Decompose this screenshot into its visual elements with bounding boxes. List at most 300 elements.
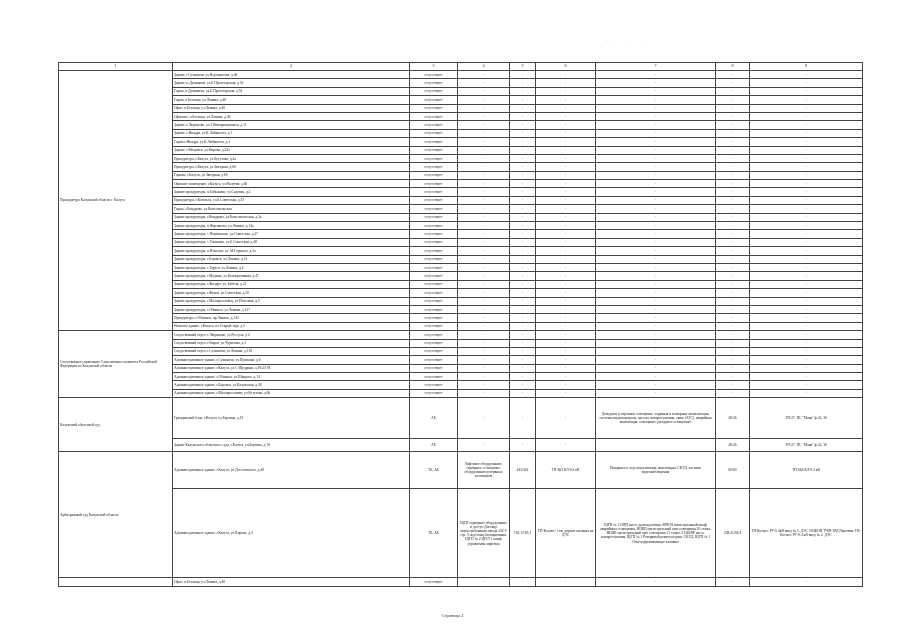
- value-cell: [596, 439, 716, 452]
- value-cell: -: [596, 339, 716, 347]
- table-row: [59, 452, 863, 489]
- value-cell: -: [536, 146, 596, 154]
- value-cell: -: [458, 389, 510, 397]
- value-cell: отсутствует: [410, 289, 458, 297]
- value-cell: -: [596, 305, 716, 313]
- value-cell: -: [596, 87, 716, 95]
- value-cell: -: [536, 112, 596, 120]
- value-cell: -: [536, 171, 596, 179]
- object-cell: Гаражи, г.Калуга, ул.Звездная, д.6б: [173, 171, 410, 179]
- value-cell: -: [750, 255, 863, 263]
- value-cell: -: [510, 112, 536, 120]
- value-cell: -: [536, 297, 596, 305]
- value-cell: -: [716, 188, 750, 196]
- value-cell: -: [596, 255, 716, 263]
- value-cell: -: [750, 280, 863, 288]
- value-cell: -: [458, 280, 510, 288]
- value-cell: -: [750, 163, 863, 171]
- table-row: [59, 389, 863, 397]
- value-cell: -: [596, 96, 716, 104]
- value-cell: -: [536, 104, 596, 112]
- table-row: [59, 331, 863, 339]
- object-cell: Здание прокуратуры, г.Обнинск, ул.Ленина, д.127: [173, 305, 410, 313]
- value-cell: -: [510, 578, 536, 586]
- value-cell: отсутствует: [410, 121, 458, 129]
- value-cell: отсутствует: [410, 339, 458, 347]
- value-cell: -: [458, 398, 510, 439]
- value-cell: отсутствует: [410, 230, 458, 238]
- value-cell: Дежурное и охранное освещение, охранная и пожарная сигнализация, системы видеоконтроля, насосы пожаротушения, связь (АТС), аварийная вентиляция, освещение (дежурное освещение): [596, 398, 716, 439]
- value-cell: отсутствует: [410, 389, 458, 397]
- value-cell: -: [536, 339, 596, 347]
- value-cell: отсутствует: [410, 205, 458, 213]
- value-cell: -: [510, 196, 536, 204]
- scan-dots: . . . .: [600, 44, 651, 49]
- value-cell: -: [716, 297, 750, 305]
- header-cell-4: 4: [458, 63, 510, 71]
- value-cell: ТП-27, ПС "Мана" ф.22, 36: [750, 439, 863, 452]
- value-cell: -: [596, 331, 716, 339]
- table-row: [59, 104, 863, 112]
- value-cell: -: [716, 247, 750, 255]
- value-cell: -: [716, 79, 750, 87]
- power-supply-table: [58, 62, 863, 587]
- value-cell: -: [536, 196, 596, 204]
- value-cell: отсутствует: [410, 247, 458, 255]
- object-cell: Административное здание, г.Калуга, ул.Кирова, д.4: [173, 489, 410, 578]
- value-cell: -: [536, 398, 596, 439]
- table-row: [59, 314, 863, 322]
- value-cell: -: [596, 280, 716, 288]
- value-cell: 60/60: [716, 452, 750, 489]
- value-cell: -: [596, 129, 716, 137]
- object-cell: Здание прокуратуры, п.Износки, ул. М.Горького, д.5а: [173, 247, 410, 255]
- value-cell: отсутствует: [410, 112, 458, 120]
- value-cell: -: [510, 71, 536, 79]
- value-cell: -: [536, 247, 596, 255]
- value-cell: -: [750, 196, 863, 204]
- object-cell: Административное здание, г.Боровск, ул.Калужская, д.49: [173, 381, 410, 389]
- object-cell: Здание прокуратуры, г.Боровск, ул.Ленина, д.13: [173, 255, 410, 263]
- value-cell: ТБ, АБ: [410, 452, 458, 489]
- value-cell: отсутствует: [410, 154, 458, 162]
- value-cell: -: [716, 171, 750, 179]
- value-cell: отсутствует: [410, 188, 458, 196]
- value-cell: -: [458, 104, 510, 112]
- value-cell: ТП-27, ПС "Мана" ф.22, 36: [750, 398, 863, 439]
- value-cell: ТП-Космос РУ-0,4кВ ввод № 1, ДЭС СЩКОН ТЧ09-1РД Перечень ТП-Космос РУ-0,4 кВ ввод № 2, ДЭС: [750, 489, 863, 578]
- value-cell: -: [750, 205, 863, 213]
- header-cell-9: 9: [750, 63, 863, 71]
- object-cell: Административное здание, г.Обнинск, ул.Шацкого, д.14: [173, 373, 410, 381]
- value-cell: -: [536, 213, 596, 221]
- value-cell: ТБ, АБ: [410, 489, 458, 578]
- table-row: [59, 196, 863, 204]
- value-cell: -: [596, 297, 716, 305]
- value-cell: -: [458, 180, 510, 188]
- table-row: [59, 222, 863, 230]
- value-cell: -: [536, 373, 596, 381]
- value-cell: -: [596, 347, 716, 355]
- value-cell: -: [536, 129, 596, 137]
- value-cell: -: [750, 247, 863, 255]
- value-cell: -: [458, 138, 510, 146]
- value-cell: -: [716, 96, 750, 104]
- value-cell: -: [510, 297, 536, 305]
- value-cell: -: [510, 87, 536, 95]
- value-cell: ЩГП серверное оборудование и доступ Договор невостребования завода 242-5 стр. 3 подстанц.блокирования, ЩГП № 2 ЩУЛ 1 шкаф управления лифтами: [458, 489, 510, 578]
- value-cell: -: [510, 188, 536, 196]
- value-cell: -: [596, 121, 716, 129]
- table-row: [59, 230, 863, 238]
- object-cell: Здание, г.Жиздра, ул.К.Либкнехта, д.1: [173, 129, 410, 137]
- value-cell: -: [750, 305, 863, 313]
- value-cell: -: [596, 112, 716, 120]
- table-row: [59, 87, 863, 95]
- value-cell: -: [536, 222, 596, 230]
- value-cell: -: [536, 79, 596, 87]
- value-cell: -: [750, 79, 863, 87]
- value-cell: -: [458, 381, 510, 389]
- value-cell: -: [458, 213, 510, 221]
- value-cell: -: [458, 373, 510, 381]
- object-cell: Административное здание, г.Калуга, ул.С-Щедрина, д.39/2/193: [173, 364, 410, 372]
- header-cell-1: 1: [59, 63, 173, 71]
- value-cell: -: [596, 381, 716, 389]
- value-cell: -: [596, 163, 716, 171]
- value-cell: -: [510, 305, 536, 313]
- value-cell: ТП-663 КЛ-0,4 кВ: [536, 452, 596, 489]
- value-cell: 40/26: [716, 439, 750, 452]
- value-cell: -: [458, 163, 510, 171]
- object-cell: Гараж г.Жиздра, ул.К.Либкнехта, д.1: [173, 138, 410, 146]
- table-row: [59, 255, 863, 263]
- value-cell: -: [596, 154, 716, 162]
- value-cell: отсутствует: [410, 347, 458, 355]
- value-cell: -: [536, 381, 596, 389]
- object-cell: Административное здание, г.Калуга, ул.Достоевского, д.48: [173, 452, 410, 489]
- object-cell: Здание прокуратуры, г.Кондрово, ул.Комсомольская, д.2а: [173, 213, 410, 221]
- value-cell: -: [596, 272, 716, 280]
- header-row: [59, 63, 863, 71]
- table-row: [59, 205, 863, 213]
- value-cell: -: [536, 263, 596, 271]
- value-cell: -: [510, 272, 536, 280]
- value-cell: -: [458, 578, 510, 586]
- value-cell: -: [716, 180, 750, 188]
- value-cell: -: [716, 263, 750, 271]
- value-cell: -: [458, 96, 510, 104]
- table-row: [59, 489, 863, 578]
- value-cell: -: [510, 364, 536, 372]
- value-cell: -: [458, 230, 510, 238]
- value-cell: -: [536, 578, 596, 586]
- table-row: [59, 356, 863, 364]
- value-cell: отсутствует: [410, 163, 458, 171]
- value-cell: отсутствует: [410, 578, 458, 586]
- object-cell: Гараж, п.Бетлица, ул.Ленина, д.40: [173, 96, 410, 104]
- value-cell: -: [716, 347, 750, 355]
- header-cell-5: 5: [510, 63, 536, 71]
- value-cell: отсутствует: [410, 71, 458, 79]
- value-cell: -: [510, 289, 536, 297]
- value-cell: -: [750, 347, 863, 355]
- value-cell: -: [750, 230, 863, 238]
- value-cell: -: [458, 339, 510, 347]
- object-cell: Офисное помещение, г.Калуга, ул.Рылеева, д.60: [173, 180, 410, 188]
- value-cell: -: [716, 289, 750, 297]
- header-cell-7: 7: [596, 63, 716, 71]
- value-cell: -: [536, 121, 596, 129]
- table-row: [59, 188, 863, 196]
- value-cell: -: [536, 305, 596, 313]
- value-cell: АБ: [410, 398, 458, 439]
- value-cell: -: [510, 230, 536, 238]
- value-cell: отсутствует: [410, 238, 458, 246]
- table-row: [59, 297, 863, 305]
- value-cell: -: [458, 356, 510, 364]
- value-cell: отсутствует: [410, 213, 458, 221]
- value-cell: -: [750, 146, 863, 154]
- value-cell: -: [458, 188, 510, 196]
- value-cell: -: [458, 322, 510, 330]
- header-cell-6: 6: [536, 63, 596, 71]
- table-row: [59, 238, 863, 246]
- value-cell: -: [458, 196, 510, 204]
- value-cell: -: [750, 339, 863, 347]
- value-cell: -: [750, 222, 863, 230]
- value-cell: -: [750, 297, 863, 305]
- object-cell: Прокуратура, г.Козельск, ул.Б.Советская, д.53: [173, 196, 410, 204]
- value-cell: 238,4/238,4: [716, 489, 750, 578]
- table-row: [59, 263, 863, 271]
- value-cell: -: [750, 289, 863, 297]
- value-cell: -: [458, 314, 510, 322]
- value-cell: отсутствует: [410, 138, 458, 146]
- value-cell: -: [750, 373, 863, 381]
- value-cell: -: [596, 578, 716, 586]
- object-cell: Здание прокуратуры, с.Перемышль, ул.Советская, д.27: [173, 230, 410, 238]
- value-cell: -: [750, 364, 863, 372]
- value-cell: АБ: [410, 439, 458, 452]
- value-cell: -: [536, 87, 596, 95]
- value-cell: -: [716, 389, 750, 397]
- value-cell: -: [510, 222, 536, 230]
- object-cell: Гражданский блок, г.Калуга, ул.Берзина, д.19: [173, 398, 410, 439]
- value-cell: -: [510, 96, 536, 104]
- value-cell: -: [596, 213, 716, 221]
- table-row: [59, 163, 863, 171]
- organization-cell: Прокуратура Калужской области г. Калуга: [59, 71, 173, 331]
- value-cell: -: [458, 297, 510, 305]
- object-cell: Здание прокуратуры, г.Жиздра, ул. Бебеля, д.22: [173, 280, 410, 288]
- value-cell: отсутствует: [410, 297, 458, 305]
- table-row: [59, 347, 863, 355]
- value-cell: -: [596, 263, 716, 271]
- table-row: [59, 171, 863, 179]
- value-cell: -: [510, 121, 536, 129]
- table-row: [59, 439, 863, 452]
- value-cell: -: [596, 322, 716, 330]
- object-cell: Прокуратура, г.Калуга, ул.Кутузова, д.2а: [173, 154, 410, 162]
- value-cell: -: [536, 255, 596, 263]
- value-cell: -: [596, 247, 716, 255]
- value-cell: отсутствует: [410, 272, 458, 280]
- object-cell: Административное здание, г.Сухиничи, ул.Пушкина, д.6: [173, 356, 410, 364]
- value-cell: -: [716, 146, 750, 154]
- value-cell: -: [458, 129, 510, 137]
- table-row: [59, 79, 863, 87]
- value-cell: -: [458, 171, 510, 179]
- value-cell: -: [510, 154, 536, 162]
- value-cell: -: [510, 213, 536, 221]
- value-cell: -: [716, 339, 750, 347]
- table-row: [59, 180, 863, 188]
- value-cell: -: [458, 439, 510, 452]
- value-cell: -: [716, 222, 750, 230]
- value-cell: -: [716, 71, 750, 79]
- value-cell: -: [510, 238, 536, 246]
- object-cell: Прокуратура, г.Калуга, ул.Звездная, д.6б: [173, 163, 410, 171]
- value-cell: -: [536, 280, 596, 288]
- value-cell: -: [536, 439, 596, 452]
- value-cell: -: [716, 578, 750, 586]
- value-cell: отсутствует: [410, 146, 458, 154]
- value-cell: -: [596, 104, 716, 112]
- value-cell: отсутствует: [410, 129, 458, 137]
- value-cell: -: [716, 381, 750, 389]
- value-cell: -: [510, 280, 536, 288]
- value-cell: -: [458, 272, 510, 280]
- value-cell: -: [458, 146, 510, 154]
- value-cell: -: [750, 263, 863, 271]
- object-cell: Здание прокуратуры, г.Жуков, ул.Советская, д.20: [173, 289, 410, 297]
- value-cell: -: [510, 104, 536, 112]
- value-cell: -: [716, 255, 750, 263]
- value-cell: -: [716, 280, 750, 288]
- value-cell: -: [510, 381, 536, 389]
- table-row: [59, 71, 863, 79]
- value-cell: отсутствует: [410, 314, 458, 322]
- object-cell: Здание, г.Сухиничи, ул.Ворошилова, д.46: [173, 71, 410, 79]
- value-cell: -: [458, 121, 510, 129]
- header-cell-3: 3: [410, 63, 458, 71]
- object-cell: Следственный отдел, г.Сухиничи, ул.Ленина, д.118: [173, 347, 410, 355]
- value-cell: -: [716, 163, 750, 171]
- value-cell: -: [716, 314, 750, 322]
- value-cell: -: [458, 238, 510, 246]
- value-cell: -: [458, 263, 510, 271]
- organization-cell: [59, 578, 173, 586]
- table-row: [59, 373, 863, 381]
- table-row: [59, 146, 863, 154]
- table-row: [59, 112, 863, 120]
- value-cell: -: [716, 230, 750, 238]
- value-cell: -: [750, 121, 863, 129]
- value-cell: -: [596, 314, 716, 322]
- table-row: [59, 138, 863, 146]
- value-cell: 442/442: [510, 452, 536, 489]
- value-cell: -: [716, 356, 750, 364]
- organization-cell: Следственное управление Следственного комитета Российской Федерации по Калужской области: [59, 331, 173, 398]
- object-cell: Гараж, п.Думиничи, ул.Б.Пролетарская, д.52: [173, 87, 410, 95]
- value-cell: -: [750, 322, 863, 330]
- value-cell: -: [596, 171, 716, 179]
- header-cell-2: 2: [173, 63, 410, 71]
- value-cell: -: [458, 154, 510, 162]
- value-cell: -: [458, 79, 510, 87]
- value-cell: -: [750, 112, 863, 120]
- value-cell: -: [458, 222, 510, 230]
- value-cell: -: [536, 364, 596, 372]
- value-cell: -: [596, 364, 716, 372]
- table-row: [59, 247, 863, 255]
- table-row: [59, 578, 863, 586]
- value-cell: -: [750, 272, 863, 280]
- value-cell: отсутствует: [410, 104, 458, 112]
- value-cell: -: [510, 163, 536, 171]
- object-cell: Здание, п.Думиничи, ул.Б.Пролетарская, д.52: [173, 79, 410, 87]
- object-cell: Здание прокуратуры, п.Ферзиково, ул.Ленина, д.14а: [173, 222, 410, 230]
- value-cell: -: [458, 305, 510, 313]
- value-cell: -: [596, 79, 716, 87]
- value-cell: -: [750, 356, 863, 364]
- value-cell: -: [458, 205, 510, 213]
- value-cell: Лифтовое оборудование, серверное, освещение, оборудование резервных источников: [458, 452, 510, 489]
- value-cell: -: [510, 171, 536, 179]
- value-cell: -: [596, 373, 716, 381]
- value-cell: отсутствует: [410, 222, 458, 230]
- value-cell: -: [458, 112, 510, 120]
- value-cell: -: [750, 578, 863, 586]
- value-cell: -: [750, 389, 863, 397]
- value-cell: -: [458, 247, 510, 255]
- value-cell: -: [510, 314, 536, 322]
- table-row: [59, 364, 863, 372]
- value-cell: -: [510, 356, 536, 364]
- value-cell: -: [750, 138, 863, 146]
- value-cell: -: [750, 331, 863, 339]
- value-cell: -: [750, 188, 863, 196]
- object-cell: Здание, г.Мещовск, ул.Кирова, д.22а: [173, 146, 410, 154]
- value-cell: -: [536, 289, 596, 297]
- value-cell: -: [596, 389, 716, 397]
- value-cell: -: [716, 104, 750, 112]
- table-row: [59, 154, 863, 162]
- value-cell: 40/26: [716, 398, 750, 439]
- value-cell: -: [596, 188, 716, 196]
- document-table-container: [58, 62, 863, 587]
- value-cell: -: [716, 205, 750, 213]
- value-cell: отсутствует: [410, 322, 458, 330]
- table-body: [59, 63, 863, 587]
- table-row: [59, 322, 863, 330]
- value-cell: -: [750, 71, 863, 79]
- object-cell: Здание прокуратуры, п.Бабынино, ул.Садовая, д.2: [173, 188, 410, 196]
- value-cell: -: [536, 347, 596, 355]
- value-cell: отсутствует: [410, 180, 458, 188]
- object-cell: Следственный отдел, г.Людиново, ул.Россуль, д.2: [173, 331, 410, 339]
- value-cell: -: [750, 96, 863, 104]
- value-cell: -: [510, 247, 536, 255]
- value-cell: Пожарное и охр.сигнализация, вентиляция, СКУД, частные видеонаблюдения: [596, 452, 716, 489]
- object-cell: Здание Калужского областного суда, г.Калуга, ул.Берзина, д.19: [173, 439, 410, 452]
- object-cell: Здание прокуратуры, г.Таруса, ул.Ленина, д.4: [173, 263, 410, 271]
- object-cell: Офисное, п.Бетлица, ул.Ленина, д.40: [173, 112, 410, 120]
- value-cell: -: [596, 238, 716, 246]
- value-cell: -: [716, 322, 750, 330]
- table-row: [59, 398, 863, 439]
